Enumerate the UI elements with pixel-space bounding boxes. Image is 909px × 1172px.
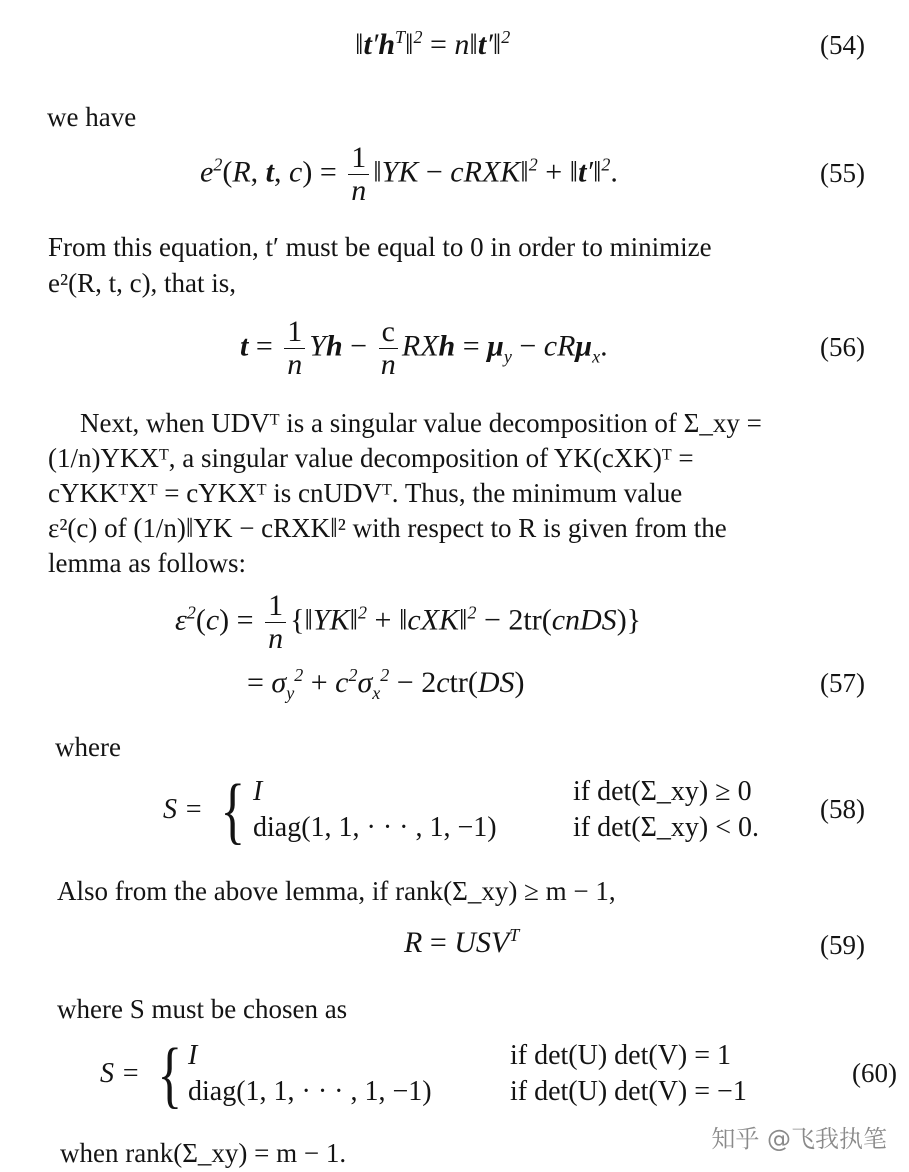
paragraph-next [48,406,896,581]
text-from-equation-line-1: From this equation, t′ must be equal to 0 in order to minimize [48,232,712,262]
equation-58 [163,770,803,860]
equation-58-condition-2: if det(Σ_xy) < 0. [573,812,760,843]
equation-58-brace: { [220,770,246,852]
equation-54: $‖t'h^T‖^2$ = n‖t′‖$^2$ [355,27,511,61]
text-also-from-lemma: Also from the above lemma, if rank(Σ_xy) ≥ m − 1, [57,876,616,906]
text-when-rank: when rank(Σ_xy) = m − 1. [60,1138,347,1168]
equation-57-line-1: $\varepsilon^2(c)$ = $\frac{1}{n}$ {‖YK‖$^2$ + ‖cXK‖$^2$ − 2tr(cnDS)} [175,589,642,655]
text-from-equation-line-2: e²(R, t, c), that is, [48,268,237,298]
text-we-have: we have [47,102,137,132]
paragraph-next-line-2: (1/n)YKXᵀ, a singular value decomposition of YK(cXK)ᵀ = [48,443,694,473]
equation-number-56: (56) [820,332,865,362]
equation-56: t = $\frac{1}{n}$ Yh − $\frac{c}{n}$ RXh = $\mu_y - cR\mu_x$. [240,315,608,381]
equation-number-57: (57) [820,668,865,698]
equation-55: $e^2(R$, t, c) = $\frac{1}{n}$ ‖YK − cRXK‖$^2$ + ‖t′‖$^2$. [200,141,618,207]
equation-number-58: (58) [820,794,865,824]
equation-58-lhs: S = [163,794,203,825]
equation-58-case-1: I [253,776,263,807]
equation-60-condition-1: if det(U) det(V) = 1 [510,1040,732,1071]
text-where: where [55,732,121,762]
equation-number-60: (60) [852,1058,897,1088]
paragraph-next-line-3: cYKKᵀXᵀ = cYKXᵀ is cnUDVᵀ. Thus, the minimum value [48,478,683,508]
equation-60-case-1: I [188,1040,198,1071]
paragraph-next-line-5: lemma as follows: [48,548,246,578]
paragraph-next-line-4: ε²(c) of (1/n)‖YK − cRXK‖² with respect to R is given from the [48,513,727,543]
equation-number-59: (59) [820,930,865,960]
equation-57-line-2: = $\sigma_y^2 + c^2\sigma_x^2 - 2ctr(DS)$ [247,665,525,703]
watermark: 知乎 @飞我执笔 [711,1125,887,1153]
equation-number-54: (54) [820,30,865,60]
equation-58-case-2: diag(1, 1, · · · , 1, −1) [253,812,497,843]
equation-number-55: (55) [820,158,865,188]
paragraph-next-line-1: Next, when UDVᵀ is a singular value decomposition of Σ_xy = [80,408,762,438]
equation-60-brace: { [157,1034,183,1116]
equation-60 [100,1034,820,1124]
equation-58-condition-1: if det(Σ_xy) ≥ 0 [573,776,752,807]
equation-60-lhs: S = [100,1058,140,1089]
equation-59: $R = USV^T$ [404,925,520,959]
equation-60-condition-2: if det(U) det(V) = −1 [510,1076,747,1107]
text-where-s-chosen: where S must be chosen as [57,994,348,1024]
equation-60-case-2: diag(1, 1, · · · , 1, −1) [188,1076,432,1107]
